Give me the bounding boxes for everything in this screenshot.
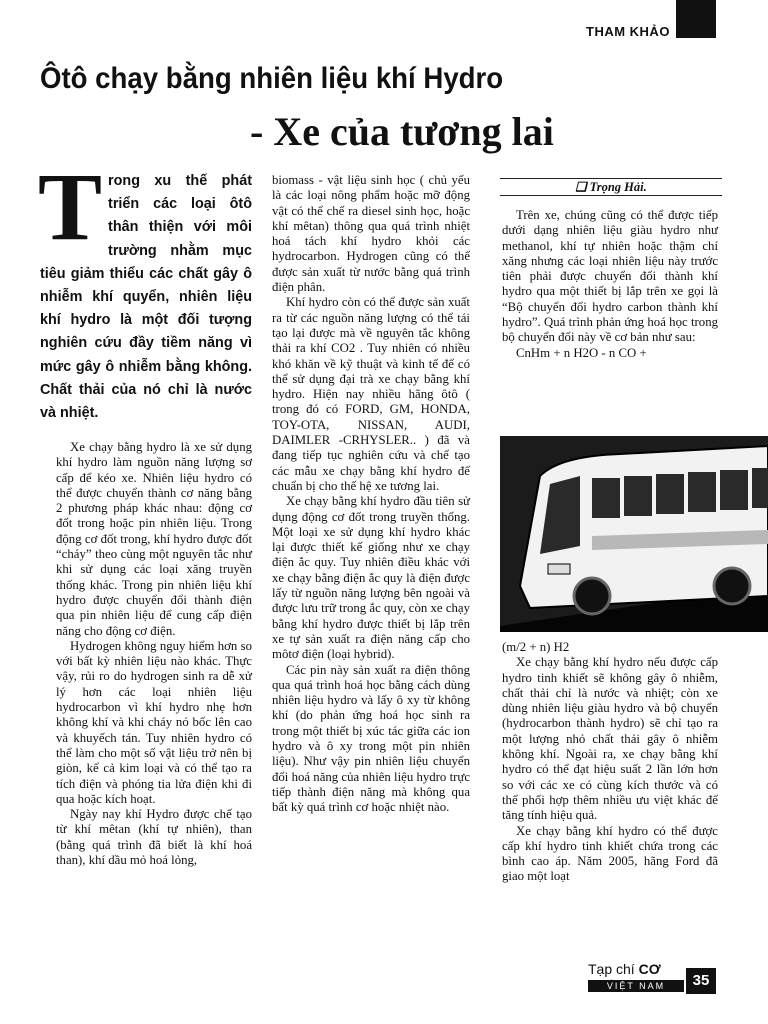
formula-line: (m/2 + n) H2 — [502, 640, 570, 654]
hydrogen-bus-photo — [500, 436, 768, 632]
paragraph: Các pin này sản xuất ra điện thông qua quá trình hoá học bằng cách dùng nhiên liệu hydro và lấy ô xy từ không khí (do phản ứng hoá học sinh ra trong một thiết bị xúc tác giữa các ion hydro và ô xy trong một pin nhiên liệu). Như vậy pin nhiên liệu chuyển đổi hoá năng của nhiên liệu hydro trực tiếp thành điện năng mà không qua bất kỳ quá trình cơ hoặc nhiệt nào. — [272, 662, 470, 815]
page-number: 35 — [686, 968, 716, 994]
paragraph: biomass - vật liệu sinh học ( chủ yếu là các loại nông phẩm hoặc mỡ động vật có thể chế ra diesel sinh học, hoặc khí mêtan) thông qua quá trình nhiệt hoá tách khí hydro khỏi các hydrocarbon. Hydrogen cũng có thể được sản xuất từ nước bằng quá trình điện phân. — [272, 173, 470, 295]
magazine-name: CƠ — [638, 961, 661, 977]
paragraph: Khí hydro còn có thể được sản xuất ra từ các nguồn năng lượng có thể tái tạo lại được mà về nguyên tắc không thải ra khí CO2 . Tuy nhiên có nhiều khó khăn về kỹ thuật và kinh tế để có thể sử dụng đại trà xe chạy bằng khí hydro. Hiện nay nhiều hãng ôtô ( trong đó có FORD, GM, HONDA, TOY-OTA, NISSAN, AUDI, DAIMLER -CRHYSLER.. ) đã và đang tiếp tục nghiên cứu và chế tạo các mẫu xe chạy bằng khí hydro để chuẩn bị cho thế hệ xe tương lai. — [272, 295, 470, 493]
formula-line: CnHm + n H2O - n CO + — [516, 345, 647, 360]
section-tag: THAM KHẢO — [586, 24, 670, 39]
lead-paragraph — [38, 153, 252, 425]
author-byline: ❑ Trọng Hải. — [500, 178, 722, 196]
article-subtitle: - Xe của tương lai — [250, 109, 554, 154]
paragraph: Xe chạy bằng khí hydro nếu được cấp hydro tinh khiết sẽ không gây ô nhiễm, chất thải chỉ là nước và nhiệt; còn xe dùng nhiên liệu giàu hydro và bộ chuyển (hydrocarbon thành hydro) sẽ chỉ tạo ra một lượng nhỏ chất thải gây ô nhiễm không khí. Ngoài ra, xe chạy bằng khí hydro có thể đạt hiệu suất 2 lần lớn hơn so với các xe có cùng kích thước và có thể phối hợp thêm nhiều ưu việt khác để tăng tính hiệu quả. — [502, 655, 718, 823]
column-3-top — [502, 208, 718, 361]
drop-cap: T — [38, 153, 103, 260]
magazine-prefix: Tạp chí — [588, 961, 639, 977]
header-corner-block — [676, 0, 716, 38]
column-3-bottom — [502, 640, 718, 885]
column-2 — [272, 173, 470, 815]
column-1 — [56, 440, 252, 868]
paragraph: Xe chạy bằng hydro là xe sử dụng khí hydro làm nguồn năng lượng sơ cấp để kéo xe. Nhiên liệu hydro có thể được chuyển thành cơ năng bằng 2 phương pháp khác nhau: động cơ đốt trong hoặc pin nhiên liệu. Trong động cơ đốt trong, khí hydro được đốt “cháy” theo cùng một nguyên tắc như khi sử dụng các loại xăng truyền thống khác. Trong pin nhiên liệu khí hydro được chuyển đổi thành điện qua pin nhiên liệu để cung cấp điện năng cho động cơ điện. — [56, 440, 252, 638]
paragraph: Xe chạy bằng khí hydro đầu tiên sử dụng động cơ đốt trong truyền thống. Một loại xe sử dụng khí hydro khác lại được thiết kế giống như xe chạy điện ắc quy. Tuy nhiên điều khác với xe chạy bằng điện ắc quy là điện được lấy từ nguồn năng lượng bên ngoài và được lưu trữ trong ắc quy, còn xe chạy bằng khí hydro được thiết bị lắp trên xe tự sản xuất ra điện năng cấp cho môtơ điện (loại hybrid). — [272, 494, 470, 662]
paragraph: Ngày nay khí Hydro được chế tạo từ khí mêtan (khí tự nhiên), than (bằng quá trình đã biết là khí hoá than), khí dầu mỏ hoá lỏng, — [56, 807, 252, 868]
article-title: Ôtô chạy bằng nhiên liệu khí Hydro — [40, 62, 504, 95]
magazine-subtitle: VIỆT NAM — [588, 980, 684, 992]
lead-text: rong xu thế phát triển các loại ôtô thân thiện với môi trường nhằm mục tiêu giảm thiểu các chất gây ô nhiễm khí quyển, nhiên liệu khí hydro là một đối tượng nghiên cứu đầy tiềm năng vì mức gây ô nhiễm bằng không. Chất thải của nó chỉ là nước và nhiệt. — [40, 173, 252, 422]
paragraph: Xe chạy bằng khí hydro có thể được cấp khí hydro tinh khiết chứa trong các bình cao áp. Năm 2005, hãng Ford đã giao một loạt — [502, 823, 718, 884]
paragraph: Hydrogen không nguy hiểm hơn so với bất kỳ nhiên liệu nào khác. Thực vậy, rủi ro do hydrogen sinh ra dễ xử lý hơn các loại nhiên liệu hydrocarbon vì khí hydro nhẹ hơn không khí và khi cháy nó bốc lên cao và khuyếch tán. Tuy nhiên hydro có thể làm cho một số vật liệu trở nên bị giòn, kể cả kim loại và có thể tạo ra tích điện và phóng tia lửa điện khi đi qua hoặc kích hoạt. — [56, 638, 252, 806]
paragraph: Trên xe, chúng cũng có thể được tiếp dưới dạng nhiên liệu giàu hydro như methanol, khí tự nhiên hoặc thậm chí xăng nhưng các loại nhiên liệu này trước tiên phải được chuyển đổi thành khí hydro qua một thiết bị lắp trên xe gọi là “Bộ chuyển đổi hydro carbon thành khí hydro”. Quá trình phản ứng hoá học trong bộ chuyển đổi này về cơ bản như sau: — [502, 208, 718, 345]
